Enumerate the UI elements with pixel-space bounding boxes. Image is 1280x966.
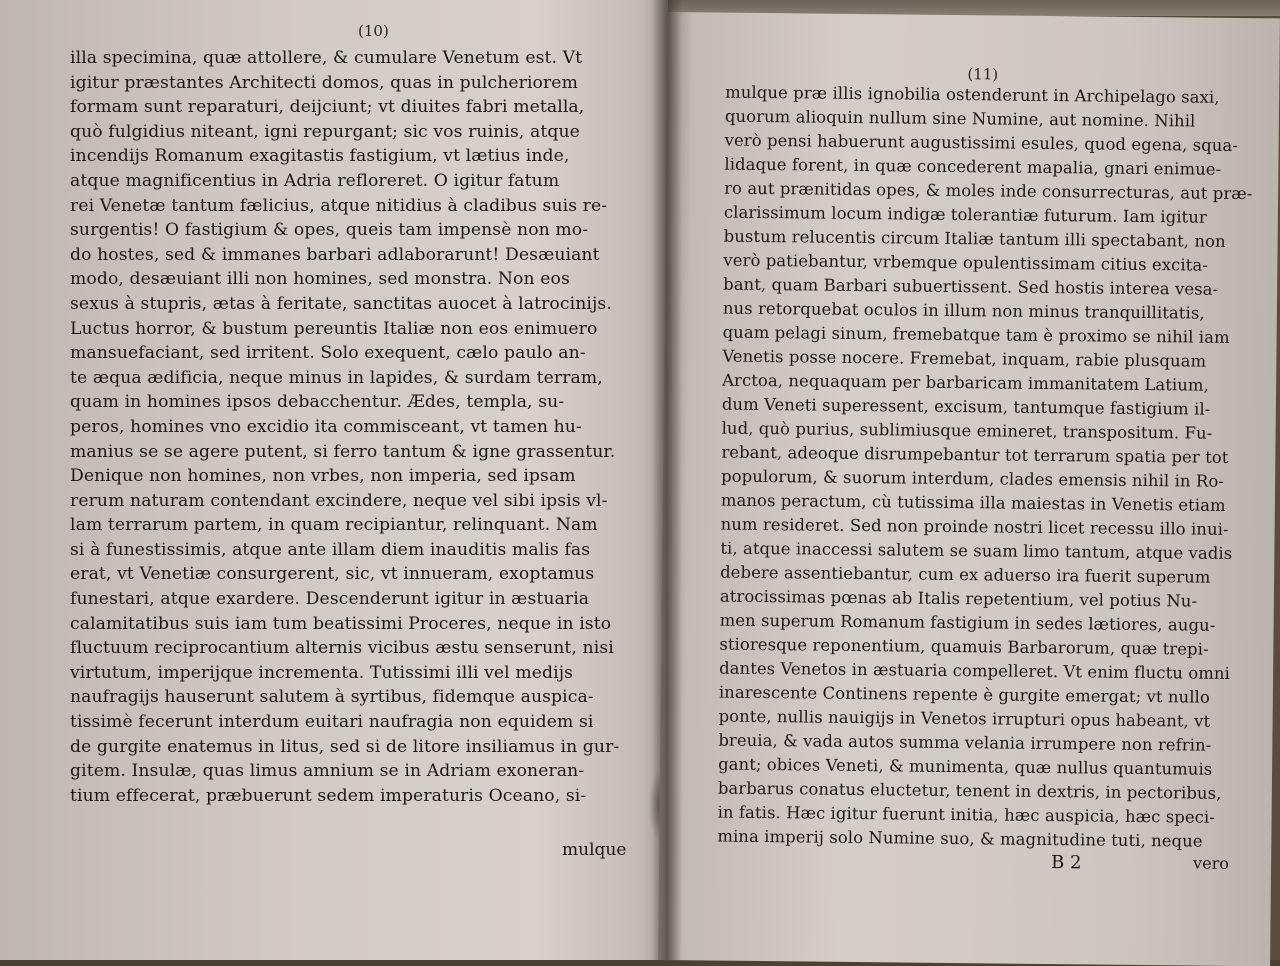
- text-line: in fatis. Hæc igitur fuerunt initia, hæc auspicia, hæc speci-: [717, 802, 1216, 827]
- text-line: igitur præstantes Architecti domos, quas in pulcheriorem: [70, 72, 578, 93]
- text-line: rebant, adeoque disrumpebantur tot terrarum spatia per tot: [721, 442, 1229, 467]
- text-line: gitem. Insulæ, quas limus amnium se in Adriam exoneran-: [70, 761, 585, 782]
- text-line: breuia, & vada autos summa velania irrumpere non refrin-: [718, 730, 1212, 755]
- text-line: inarescente Continens repente è gurgite emergat; vt nullo: [718, 682, 1211, 707]
- text-line: fluctuum reciprocantium alternis vicibus æstu senserunt, nisi: [70, 638, 614, 659]
- text-line: nus retorquebat oculos in illum non minus tranquillitatis,: [722, 298, 1205, 323]
- page-number-right: (11): [967, 65, 999, 84]
- left-text-block: [70, 46, 642, 808]
- text-line: ti, atque inaccessi salutem se suam limo tantum, atque vadis: [720, 538, 1233, 563]
- text-line: quam pelagi sinum, fremebatque tam è proximo se nihil iam: [722, 322, 1230, 347]
- text-line: quam in homines ipsos debacchentur. Ædes, templa, su-: [70, 392, 565, 413]
- page-number-left: (10): [358, 22, 389, 40]
- text-line: bant, quam Barbari subuertissent. Sed hostis interea vesa-: [723, 274, 1219, 299]
- text-line: tissimè fecerunt interdum euitari naufragia non equidem si: [70, 712, 594, 733]
- text-line: surgentis! O fastigium & opes, queis tam impensè non mo-: [70, 220, 589, 241]
- text-line: incendijs Romanum exagitastis fastigium, vt lætius inde,: [70, 146, 570, 167]
- text-line: virtutum, imperijque incrementa. Tutissimi illi vel medijs: [70, 662, 574, 683]
- text-line: funestari, atque exardere. Descenderunt igitur in æstuaria: [70, 589, 590, 610]
- catchword-right: vero: [1193, 853, 1230, 873]
- book-gutter: [652, 0, 682, 960]
- text-line: dantes Venetos in æstuaria compelleret. Vt enim fluctu omni: [719, 658, 1231, 683]
- text-line: mina imperij solo Numine suo, & magnitudine tuti, neque: [717, 826, 1203, 851]
- text-line: peros, homines vno excidio ita commisceant, vt tamen hu-: [70, 416, 582, 437]
- text-line: lam terrarum partem, in quam recipiantur, relinquant. Nam: [70, 515, 598, 536]
- text-line: do hostes, sed & immanes barbari adlaborarunt! Desæuiant: [70, 244, 600, 265]
- text-line: formam sunt reparaturi, deijciunt; vt diuites fabri metalla,: [70, 97, 585, 118]
- text-line: stioresque reponentium, quamuis Barbarorum, quæ trepi-: [719, 634, 1209, 659]
- catchword-left: mulque: [562, 840, 627, 860]
- text-line: sexus à stupris, ætas à feritate, sanctitas auocet à latrocinijs.: [70, 293, 612, 314]
- text-line: illa specimina, quæ attollere, & cumulare Venetum est. Vt: [70, 48, 583, 68]
- text-line: quorum alioquin nullum sine Numine, aut nomine. Nihil: [724, 106, 1196, 131]
- text-line: manius se se agere putent, si ferro tantum & igne grassentur.: [70, 441, 616, 462]
- text-line: debere assentiebantur, cum ex aduerso ira fuerit superum: [720, 562, 1211, 587]
- text-line: ro aut prænitidas opes, & moles inde consurrecturas, aut præ-: [724, 178, 1253, 204]
- text-line: Venetis posse nocere. Fremebat, inquam, rabie plusquam: [722, 346, 1207, 371]
- text-line: mulque præ illis ignobilia ostenderunt in Archipelago saxi,: [725, 82, 1220, 107]
- text-line: modo, desæuiant illi non homines, sed monstra. Non eos: [70, 269, 570, 290]
- text-line: barbarus conatus eluctetur, tenent in dextris, in pectoribus,: [717, 778, 1222, 803]
- text-line: populorum, & suorum interdum, clades emensis nihil in Ro-: [721, 466, 1225, 491]
- text-line: Arctoa, nequaquam per barbaricam immanitatem Latium,: [722, 370, 1210, 395]
- text-line: si à funestissimis, atque ante illam diem inauditis malis fas: [70, 539, 591, 560]
- text-line: mansuefaciant, sed irritent. Solo exequent, cælo paulo an-: [70, 343, 586, 364]
- text-line: erat, vt Venetiæ consurgerent, sic, vt innueram, exoptamus: [70, 564, 595, 585]
- text-line: lidaque forent, in quæ concederent mapalia, gnari enimue-: [724, 154, 1222, 179]
- text-line: clarissimum locum indigæ tolerantiæ futurum. Iam igitur: [723, 202, 1207, 227]
- text-line: lud, quò purius, sublimiusque emineret, transpositum. Fu-: [721, 418, 1213, 443]
- text-line: quò fulgidius niteant, igni repurgant; sic vos ruinis, atque: [70, 121, 580, 142]
- text-line: rei Venetæ tantum fælicius, atque nitidius à cladibus suis re-: [70, 195, 608, 216]
- text-line: ponte, nullis nauigijs in Venetos irrupturi opus habeant, vt: [718, 706, 1211, 731]
- text-line: gant; obices Veneti, & munimenta, quæ nullus quantumuis: [718, 754, 1213, 779]
- right-page: [658, 12, 1280, 966]
- text-line: dum Veneti superessent, excisum, tantumque fastigium il-: [721, 394, 1211, 419]
- text-line: calamitatibus suis iam tum beatissimi Proceres, neque in isto: [70, 613, 612, 634]
- text-line: rerum naturam contendant excindere, neque vel sibi ipsis vl-: [70, 490, 608, 511]
- text-line: naufragijs hauserunt salutem à syrtibus, fidemque auspica-: [70, 687, 594, 708]
- text-line: atrocissimas pœnas ab Italis repetentium, vel potius Nu-: [719, 586, 1198, 611]
- text-line: tium effecerat, præbuerunt sedem imperaturis Oceano, si-: [70, 785, 587, 806]
- text-line: manos peractum, cù tutissima illa maiestas in Venetis etiam: [720, 490, 1226, 515]
- text-line: verò pensi habuerunt augustissimi esules, quod egena, squa-: [724, 130, 1239, 155]
- text-line: verò patiebantur, vrbemque opulentissimam citius excita-: [723, 250, 1209, 275]
- right-text-block: [717, 81, 1253, 854]
- text-line: num resideret. Sed non proinde nostri licet recessu illo inui-: [720, 514, 1229, 539]
- text-line: te æqua ædificia, neque minus in lapides, & surdam terram,: [70, 367, 603, 388]
- text-line: bustum relucentis circum Italiæ tantum illi spectabant, non: [723, 226, 1226, 251]
- signature-mark: B 2: [1051, 852, 1082, 874]
- text-line: Denique non homines, non vrbes, non imperia, sed ipsam: [70, 466, 576, 487]
- text-line: men superum Romanum fastigium in sedes lætiores, augu-: [719, 610, 1216, 635]
- text-line: de gurgite enatemus in litus, sed si de litore insiliamus in gur-: [70, 736, 620, 757]
- text-line: Luctus horror, & bustum pereuntis Italiæ non eos enimuero: [70, 318, 598, 339]
- text-line: atque magnificentius in Adria refloreret. O igitur fatum: [70, 170, 560, 191]
